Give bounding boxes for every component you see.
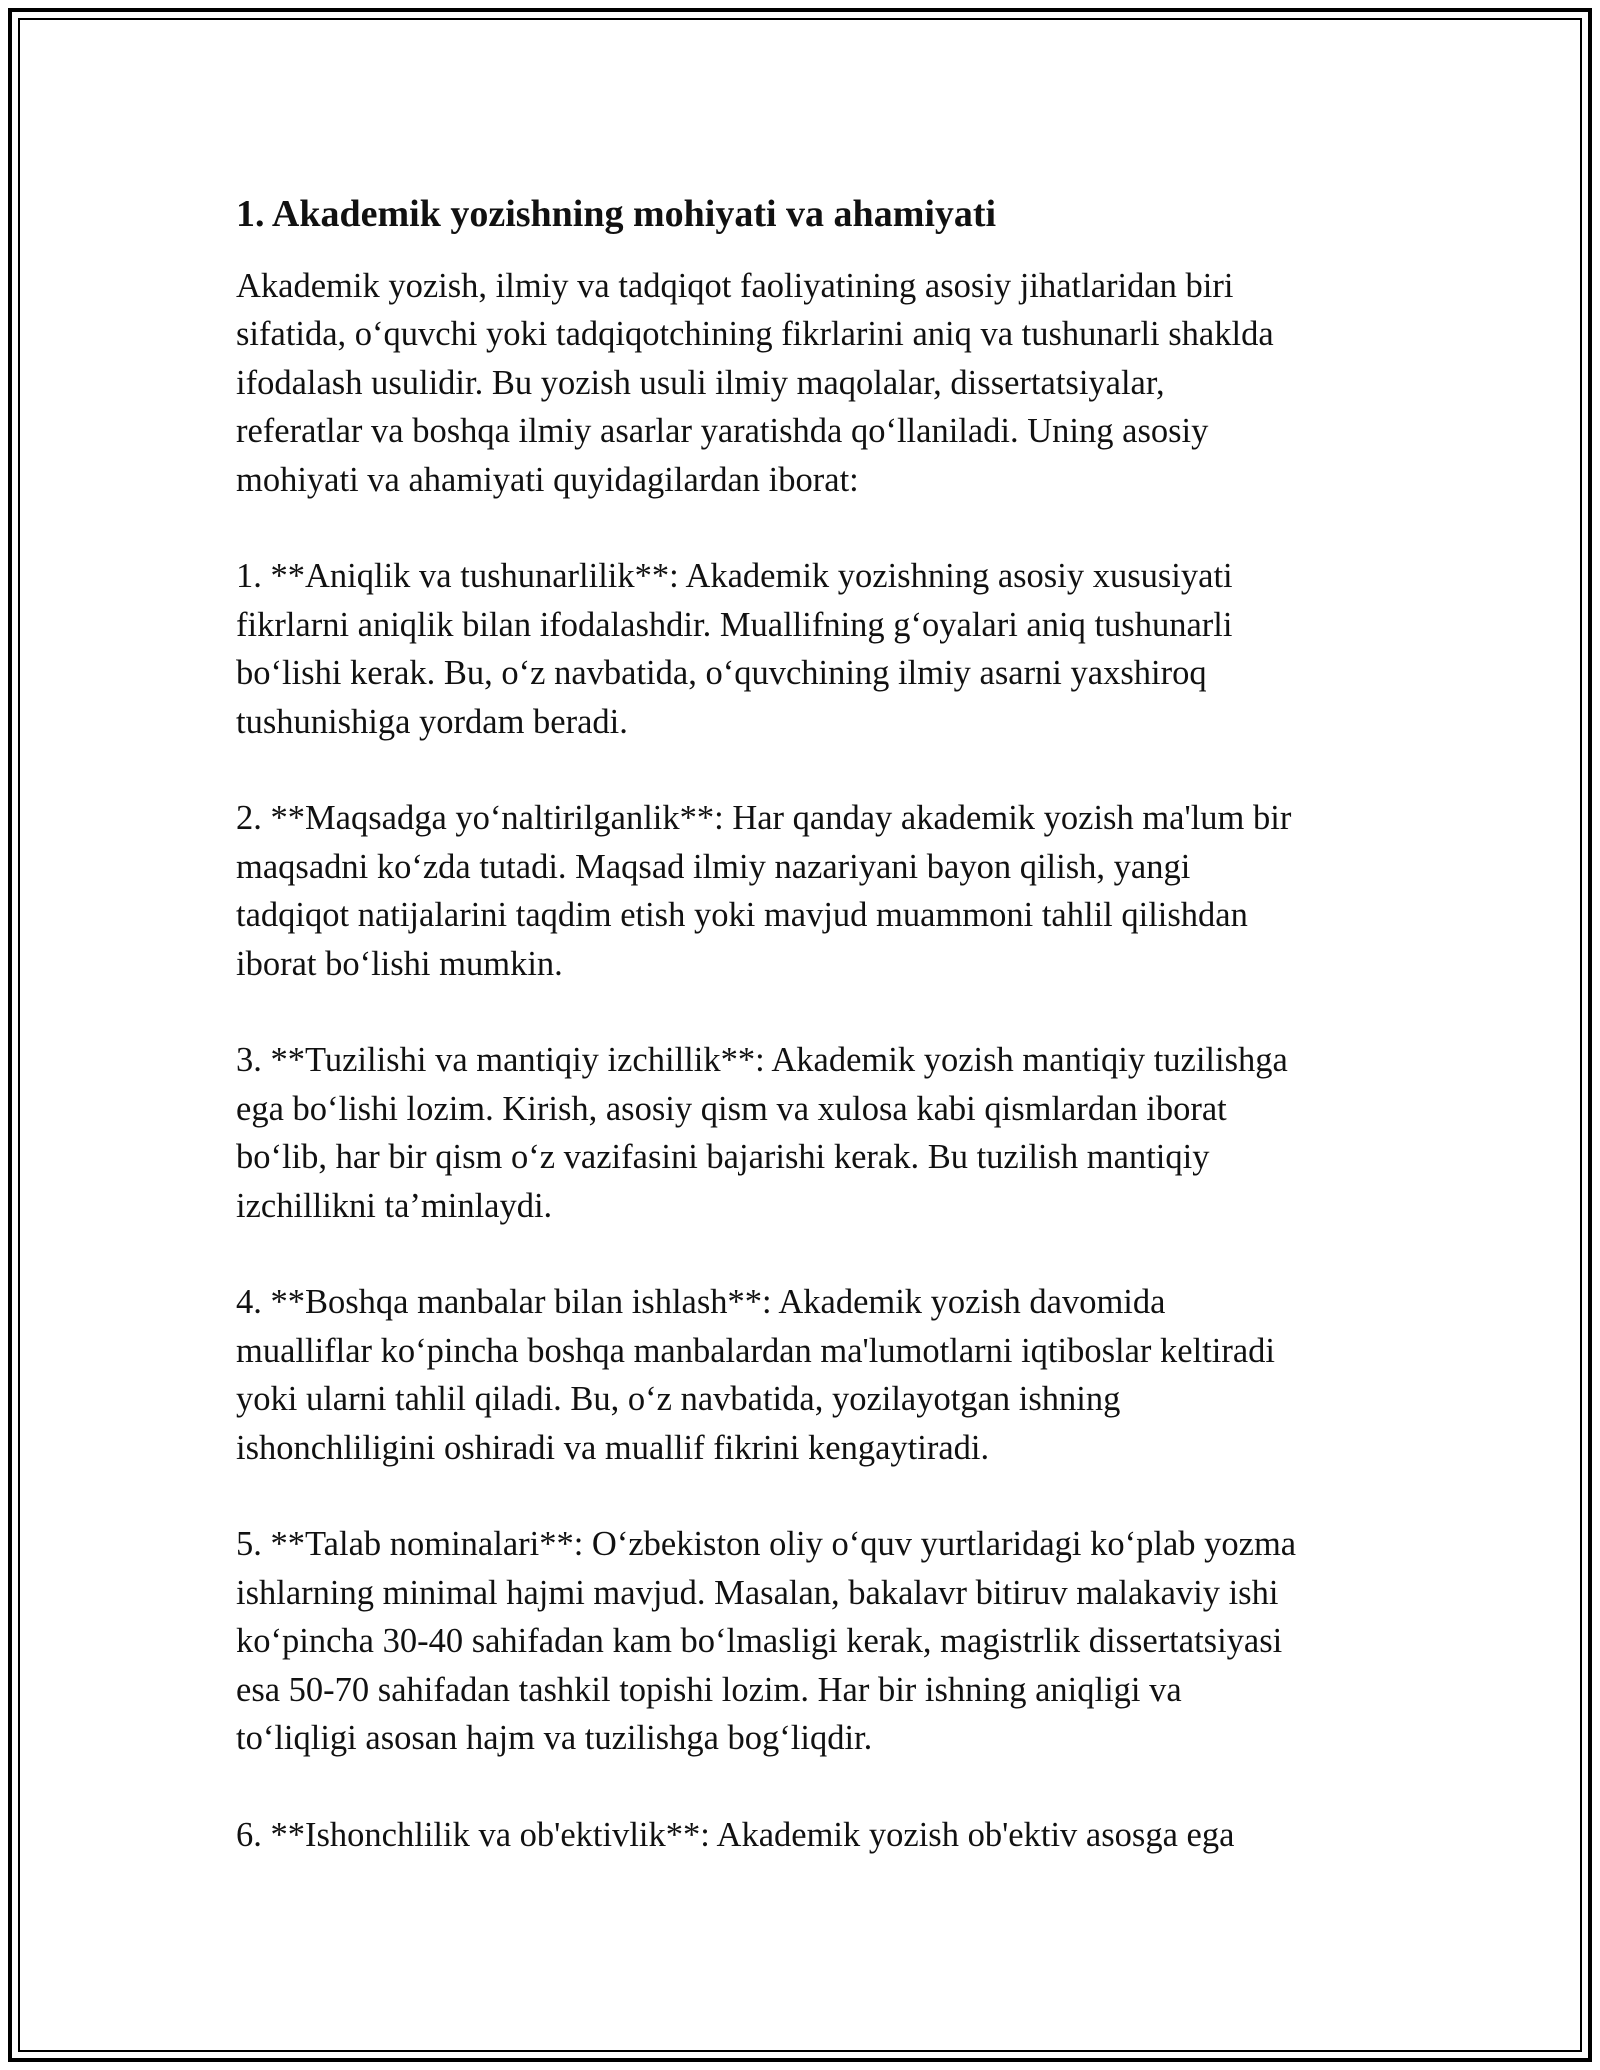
paragraph	[236, 794, 1386, 988]
paragraph	[236, 1811, 1386, 1859]
text-line: 2. **Maqsadga yo‘naltirilganlik**: Har qanday akademik yozish ma'lum bir	[236, 799, 1292, 838]
text-line: 5. **Talab nominalari**: O‘zbekiston oliy o‘quv yurtlaridagi ko‘plab yozma	[236, 1525, 1297, 1564]
text-line: mohiyati va ahamiyati quyidagilardan iborat:	[236, 460, 859, 499]
paragraph	[236, 1036, 1386, 1230]
text-line: 4. **Boshqa manbalar bilan ishlash**: Akademik yozish davomida	[236, 1283, 1166, 1322]
text-line: mualliflar ko‘pincha boshqa manbalardan ma'lumotlarni iqtiboslar keltiradi	[236, 1331, 1275, 1370]
text-line: fikrlarni aniqlik bilan ifodalashdir. Muallifning g‘oyalari aniq tushunarli	[236, 605, 1233, 644]
paragraph	[236, 1520, 1386, 1762]
text-line: referatlar va boshqa ilmiy asarlar yaratishda qo‘llaniladi. Uning asosiy	[236, 412, 1209, 451]
document-body	[236, 188, 1386, 1908]
text-line: bo‘lishi kerak. Bu, o‘z navbatida, o‘quvchining ilmiy asarni yaxshiroq	[236, 654, 1207, 693]
text-line: Akademik yozish, ilmiy va tadqiqot faoliyatining asosiy jihatlaridan biri	[236, 267, 1234, 305]
text-line: iborat bo‘lishi mumkin.	[236, 944, 563, 983]
text-line: tushunishiga yordam beradi.	[236, 702, 628, 741]
text-line: ishlarning minimal hajmi mavjud. Masalan, bakalavr bitiruv malakaviy ishi	[236, 1573, 1279, 1612]
paragraph-list	[236, 262, 1386, 1859]
paragraph	[236, 262, 1386, 504]
text-line: 3. **Tuzilishi va mantiqiy izchillik**: Akademik yozish mantiqiy tuzilishga	[236, 1041, 1288, 1080]
text-line: ko‘pincha 30-40 sahifadan kam bo‘lmasligi kerak, magistrlik dissertatsiyasi	[236, 1622, 1283, 1661]
text-line: sifatida, o‘quvchi yoki tadqiqotchining fikrlarini aniq va tushunarli shaklda	[236, 315, 1274, 354]
text-line: esa 50-70 sahifadan tashkil topishi lozim. Har bir ishning aniqligi va	[236, 1670, 1182, 1709]
text-line: ishonchliligini oshiradi va muallif fikrini kengaytiradi.	[236, 1428, 990, 1467]
text-line: yoki ularni tahlil qiladi. Bu, o‘z navbatida, yozilayotgan ishning	[236, 1380, 1121, 1419]
text-line: 1. **Aniqlik va tushunarlilik**: Akademik yozishning asosiy xususiyati	[236, 557, 1233, 596]
text-line: to‘liqligi asosan hajm va tuzilishga bog‘liqdir.	[236, 1719, 873, 1758]
paragraph	[236, 552, 1386, 746]
text-line: ifodalash usulidir. Bu yozish usuli ilmiy maqolalar, dissertatsiyalar,	[236, 363, 1165, 402]
text-line: ega bo‘lishi lozim. Kirish, asosiy qism va xulosa kabi qismlardan iborat	[236, 1089, 1227, 1128]
text-line: izchillikni ta’minlaydi.	[236, 1186, 553, 1225]
text-line: tadqiqot natijalarini taqdim etish yoki mavjud muammoni tahlil qilishdan	[236, 896, 1248, 935]
paragraph	[236, 1278, 1386, 1472]
section-heading: 1. Akademik yozishning mohiyati va ahamiyati	[236, 193, 997, 235]
text-line: 6. **Ishonchlilik va ob'ektivlik**: Akademik yozish ob'ektiv asosga ega	[236, 1815, 1235, 1854]
text-line: bo‘lib, har bir qism o‘z vazifasini bajarishi kerak. Bu tuzilish mantiqiy	[236, 1138, 1210, 1177]
text-line: maqsadni ko‘zda tutadi. Maqsad ilmiy nazariyani bayon qilish, yangi	[236, 847, 1191, 886]
